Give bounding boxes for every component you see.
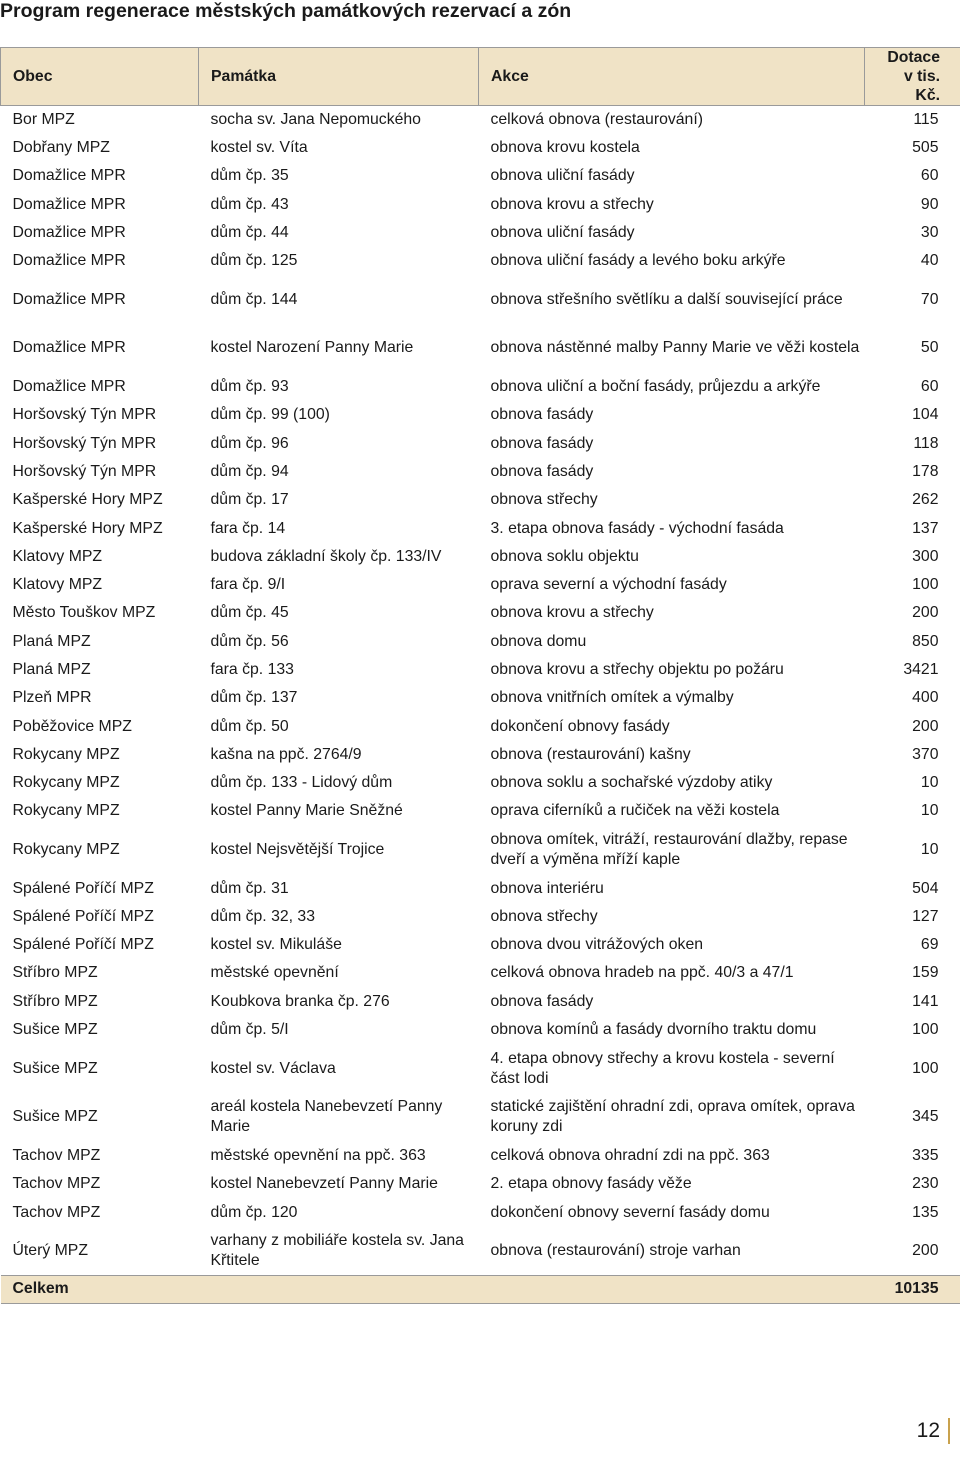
cell-akce: obnova dvou vitrážových oken xyxy=(490,936,704,954)
cell-pamatka: fara čp. 14 xyxy=(210,519,286,537)
cell-pamatka: městské opevnění na ppč. 363 xyxy=(210,1146,426,1164)
table-row xyxy=(1,931,960,959)
table-row xyxy=(1,275,960,324)
cell-obec: Domažlice MPR xyxy=(12,195,126,213)
cell-pamatka: kostel Panny Marie Sněžné xyxy=(210,802,403,820)
table-body xyxy=(1,106,960,1276)
total-label: Celkem xyxy=(1,1275,865,1303)
cell-akce: obnova střechy xyxy=(490,491,598,509)
cell-akce: obnova uliční fasády xyxy=(490,167,635,185)
table-row xyxy=(1,1227,960,1276)
cell-pamatka: dům čp. 32, 33 xyxy=(210,907,316,925)
cell-akce: statické zajištění ohradní zdi, oprava omítek, oprava koruny zdi xyxy=(490,1098,855,1136)
cell-dotace: 141 xyxy=(912,992,939,1010)
cell-pamatka: dům čp. 45 xyxy=(210,604,289,622)
cell-pamatka: dům čp. 137 xyxy=(210,689,298,707)
cell-dotace: 127 xyxy=(912,907,939,925)
cell-obec: Klatovy MPZ xyxy=(12,547,103,565)
cell-akce: obnova krovu a střechy xyxy=(490,195,654,213)
table-row xyxy=(1,401,960,429)
cell-obec: Rokycany MPZ xyxy=(12,774,120,792)
cell-pamatka: fara čp. 9/I xyxy=(210,576,286,594)
table-row xyxy=(1,769,960,797)
cell-akce: celková obnova ohradní zdi na ppč. 363 xyxy=(490,1146,770,1164)
cell-obec: Tachov MPZ xyxy=(12,1146,101,1164)
cell-dotace: 137 xyxy=(912,519,939,537)
cell-dotace: 118 xyxy=(913,434,939,452)
cell-akce: obnova omítek, vitráží, restaurování dlažby, repase dveří a výměna mříží kaple xyxy=(490,831,848,869)
cell-dotace: 115 xyxy=(913,110,939,128)
cell-akce: obnova domu xyxy=(490,632,587,650)
cell-akce: celková obnova hradeb na ppč. 40/3 a 47/1 xyxy=(490,964,794,982)
cell-pamatka: dům čp. 99 (100) xyxy=(210,406,330,424)
table-row xyxy=(1,190,960,218)
header-dotace-line1: Dotace xyxy=(887,49,940,66)
cell-pamatka: městské opevnění xyxy=(210,964,339,982)
cell-dotace: 70 xyxy=(920,290,939,308)
table-row xyxy=(1,106,960,134)
cell-obec: Stříbro MPZ xyxy=(12,992,98,1010)
cell-obec: Sušice MPZ xyxy=(12,1021,98,1039)
cell-dotace: 345 xyxy=(912,1108,939,1126)
cell-pamatka: dům čp. 133 - Lidový dům xyxy=(210,774,393,792)
cell-pamatka: fara čp. 133 xyxy=(210,660,294,678)
table-row xyxy=(1,712,960,740)
table-row xyxy=(1,797,960,825)
cell-obec: Tachov MPZ xyxy=(12,1175,101,1193)
cell-dotace: 400 xyxy=(912,689,939,707)
cell-pamatka: dům čp. 56 xyxy=(210,632,289,650)
table-row xyxy=(1,162,960,190)
header-dotace-line2: v tis. Kč. xyxy=(904,68,940,104)
cell-akce: 4. etapa obnovy střechy a krovu kostela - severní část lodi xyxy=(490,1049,835,1087)
table-row xyxy=(1,247,960,275)
cell-dotace: 200 xyxy=(912,717,939,735)
header-obec: Obec xyxy=(1,48,199,106)
page-title: Program regenerace městských památkových rezervací a zón xyxy=(0,0,572,22)
table-row xyxy=(1,324,960,373)
header-dotace xyxy=(865,48,960,106)
cell-pamatka: kostel Narození Panny Marie xyxy=(210,339,414,357)
cell-akce: dokončení obnovy severní fasády domu xyxy=(490,1203,770,1221)
cell-akce: obnova fasády xyxy=(490,992,594,1010)
header-row xyxy=(1,48,960,106)
cell-obec: Domažlice MPR xyxy=(12,223,126,241)
cell-obec: Kašperské Hory MPZ xyxy=(12,491,163,509)
cell-dotace: 200 xyxy=(912,604,939,622)
cell-akce: oprava ciferníků a ručiček na věži kostela xyxy=(490,802,780,820)
cell-dotace: 504 xyxy=(912,879,939,897)
cell-obec: Planá MPZ xyxy=(12,660,91,678)
cell-dotace: 90 xyxy=(920,195,939,213)
table-row xyxy=(1,486,960,514)
table-row xyxy=(1,1044,960,1093)
cell-pamatka: kostel Nejsvětější Trojice xyxy=(210,841,385,859)
cell-dotace: 370 xyxy=(912,745,939,763)
cell-obec: Domažlice MPR xyxy=(12,252,126,270)
cell-dotace: 505 xyxy=(912,138,939,156)
cell-akce: obnova vnitřních omítek a výmalby xyxy=(490,689,734,707)
table-row xyxy=(1,826,960,875)
cell-akce: oprava severní a východní fasády xyxy=(490,576,727,594)
cell-akce: obnova soklu a sochařské výzdoby atiky xyxy=(490,774,773,792)
cell-pamatka: socha sv. Jana Nepomuckého xyxy=(210,110,421,128)
cell-akce: obnova (restaurování) kašny xyxy=(490,745,691,763)
cell-dotace: 850 xyxy=(912,632,939,650)
cell-obec: Bor MPZ xyxy=(12,110,75,128)
cell-obec: Planá MPZ xyxy=(12,632,91,650)
total-value: 10135 xyxy=(865,1275,960,1303)
table-row xyxy=(1,1016,960,1044)
cell-akce: obnova krovu a střechy objektu po požáru xyxy=(490,660,784,678)
cell-akce: obnova soklu objektu xyxy=(490,547,639,565)
cell-dotace: 10 xyxy=(920,841,939,859)
table-row xyxy=(1,1170,960,1198)
table-footer xyxy=(1,1275,960,1303)
cell-akce: 3. etapa obnova fasády - východní fasáda xyxy=(490,519,784,537)
cell-dotace: 178 xyxy=(912,462,939,480)
cell-akce: obnova fasády xyxy=(490,434,594,452)
table-row xyxy=(1,741,960,769)
cell-obec: Dobřany MPZ xyxy=(12,138,110,156)
cell-pamatka: varhany z mobiliáře kostela sv. Jana Křtitele xyxy=(210,1231,464,1269)
table-row xyxy=(1,514,960,542)
cell-obec: Klatovy MPZ xyxy=(12,576,103,594)
cell-dotace: 100 xyxy=(912,1059,939,1077)
table-row xyxy=(1,684,960,712)
cell-obec: Město Touškov MPZ xyxy=(12,604,156,622)
cell-pamatka: dům čp. 43 xyxy=(210,195,289,213)
cell-dotace: 100 xyxy=(912,576,939,594)
cell-dotace: 300 xyxy=(912,547,939,565)
cell-pamatka: dům čp. 17 xyxy=(210,491,289,509)
cell-akce: obnova fasády xyxy=(490,462,594,480)
cell-pamatka: dům čp. 125 xyxy=(210,252,298,270)
cell-obec: Domažlice MPR xyxy=(12,339,126,357)
cell-akce: obnova uliční a boční fasády, průjezdu a arkýře xyxy=(490,378,821,396)
total-row xyxy=(1,1275,960,1303)
cell-obec: Sušice MPZ xyxy=(12,1059,98,1077)
cell-pamatka: kostel Nanebevzetí Panny Marie xyxy=(210,1175,438,1193)
cell-pamatka: dům čp. 44 xyxy=(210,223,289,241)
table-row xyxy=(1,134,960,162)
cell-obec: Spálené Poříčí MPZ xyxy=(12,936,154,954)
cell-dotace: 135 xyxy=(912,1203,939,1221)
table-row xyxy=(1,373,960,401)
cell-dotace: 159 xyxy=(912,964,939,982)
cell-akce: obnova fasády xyxy=(490,406,594,424)
cell-obec: Kašperské Hory MPZ xyxy=(12,519,163,537)
cell-pamatka: kostel sv. Václava xyxy=(210,1059,336,1077)
cell-akce: obnova střechy xyxy=(490,907,598,925)
cell-obec: Horšovský Týn MPR xyxy=(12,406,157,424)
cell-obec: Úterý MPZ xyxy=(12,1241,88,1259)
cell-akce: obnova interiéru xyxy=(490,879,604,897)
table-row xyxy=(1,1093,960,1142)
cell-dotace: 69 xyxy=(920,936,939,954)
cell-pamatka: areál kostela Nanebevzetí Panny Marie xyxy=(210,1098,443,1136)
cell-obec: Domažlice MPR xyxy=(12,290,126,308)
cell-akce: obnova (restaurování) stroje varhan xyxy=(490,1241,741,1259)
table-row xyxy=(1,903,960,931)
cell-dotace: 30 xyxy=(920,223,939,241)
table-row xyxy=(1,1142,960,1170)
cell-dotace: 60 xyxy=(920,167,939,185)
header-pamatka: Památka xyxy=(199,48,479,106)
cell-dotace: 200 xyxy=(912,1241,939,1259)
cell-dotace: 10 xyxy=(920,802,939,820)
cell-akce: obnova střešního světlíku a další související práce xyxy=(490,290,843,308)
table-row xyxy=(1,1198,960,1226)
table-row xyxy=(1,988,960,1016)
cell-dotace: 10 xyxy=(920,774,939,792)
cell-akce: obnova uliční fasády xyxy=(490,223,635,241)
cell-akce: obnova komínů a fasády dvorního traktu domu xyxy=(490,1021,817,1039)
cell-obec: Domažlice MPR xyxy=(12,167,126,185)
cell-akce: 2. etapa obnovy fasády věže xyxy=(490,1175,692,1193)
cell-pamatka: dům čp. 144 xyxy=(210,290,298,308)
cell-pamatka: dům čp. 93 xyxy=(210,378,289,396)
cell-pamatka: kašna na ppč. 2764/9 xyxy=(210,745,362,763)
cell-akce: celková obnova (restaurování) xyxy=(490,110,703,128)
cell-pamatka: dům čp. 94 xyxy=(210,462,289,480)
cell-pamatka: budova základní školy čp. 133/IV xyxy=(210,547,442,565)
table-row xyxy=(1,599,960,627)
cell-pamatka: dům čp. 35 xyxy=(210,167,289,185)
cell-dotace: 50 xyxy=(920,339,939,357)
cell-obec: Spálené Poříčí MPZ xyxy=(12,907,154,925)
cell-obec: Rokycany MPZ xyxy=(12,745,120,763)
cell-dotace: 100 xyxy=(912,1021,939,1039)
cell-dotace: 104 xyxy=(912,406,939,424)
cell-akce: dokončení obnovy fasády xyxy=(490,717,670,735)
cell-pamatka: dům čp. 31 xyxy=(210,879,289,897)
cell-pamatka: kostel sv. Mikuláše xyxy=(210,936,342,954)
table-row xyxy=(1,628,960,656)
cell-akce: obnova krovu a střechy xyxy=(490,604,654,622)
header-akce: Akce xyxy=(479,48,865,106)
cell-dotace: 335 xyxy=(912,1146,939,1164)
cell-dotace: 40 xyxy=(920,252,939,270)
table-row xyxy=(1,458,960,486)
cell-obec: Rokycany MPZ xyxy=(12,841,120,859)
cell-dotace: 230 xyxy=(912,1175,939,1193)
cell-dotace: 60 xyxy=(920,378,939,396)
cell-obec: Stříbro MPZ xyxy=(12,964,98,982)
cell-obec: Rokycany MPZ xyxy=(12,802,120,820)
page-number: 12 xyxy=(917,1418,950,1444)
cell-obec: Plzeň MPR xyxy=(12,689,92,707)
cell-obec: Spálené Poříčí MPZ xyxy=(12,879,154,897)
table-row xyxy=(1,874,960,902)
cell-pamatka: dům čp. 5/I xyxy=(210,1021,289,1039)
cell-obec: Tachov MPZ xyxy=(12,1203,101,1221)
cell-dotace: 262 xyxy=(912,491,939,509)
cell-pamatka: dům čp. 120 xyxy=(210,1203,298,1221)
table-row xyxy=(1,656,960,684)
grant-table xyxy=(0,47,960,1304)
cell-obec: Sušice MPZ xyxy=(12,1108,98,1126)
cell-obec: Horšovský Týn MPR xyxy=(12,434,157,452)
table-row xyxy=(1,543,960,571)
cell-dotace: 3421 xyxy=(903,660,939,678)
cell-obec: Poběžovice MPZ xyxy=(12,717,132,735)
table-row xyxy=(1,219,960,247)
table-row xyxy=(1,571,960,599)
cell-pamatka: kostel sv. Víta xyxy=(210,138,308,156)
table-header xyxy=(1,48,960,106)
cell-obec: Domažlice MPR xyxy=(12,378,126,396)
cell-pamatka: dům čp. 96 xyxy=(210,434,289,452)
table-row xyxy=(1,959,960,987)
cell-pamatka: Koubkova branka čp. 276 xyxy=(210,992,390,1010)
cell-akce: obnova uliční fasády a levého boku arkýře xyxy=(490,252,786,270)
cell-akce: obnova krovu kostela xyxy=(490,138,640,156)
table-row xyxy=(1,429,960,457)
cell-akce: obnova nástěnné malby Panny Marie ve věži kostela xyxy=(490,339,860,357)
cell-pamatka: dům čp. 50 xyxy=(210,717,289,735)
cell-obec: Horšovský Týn MPR xyxy=(12,462,157,480)
